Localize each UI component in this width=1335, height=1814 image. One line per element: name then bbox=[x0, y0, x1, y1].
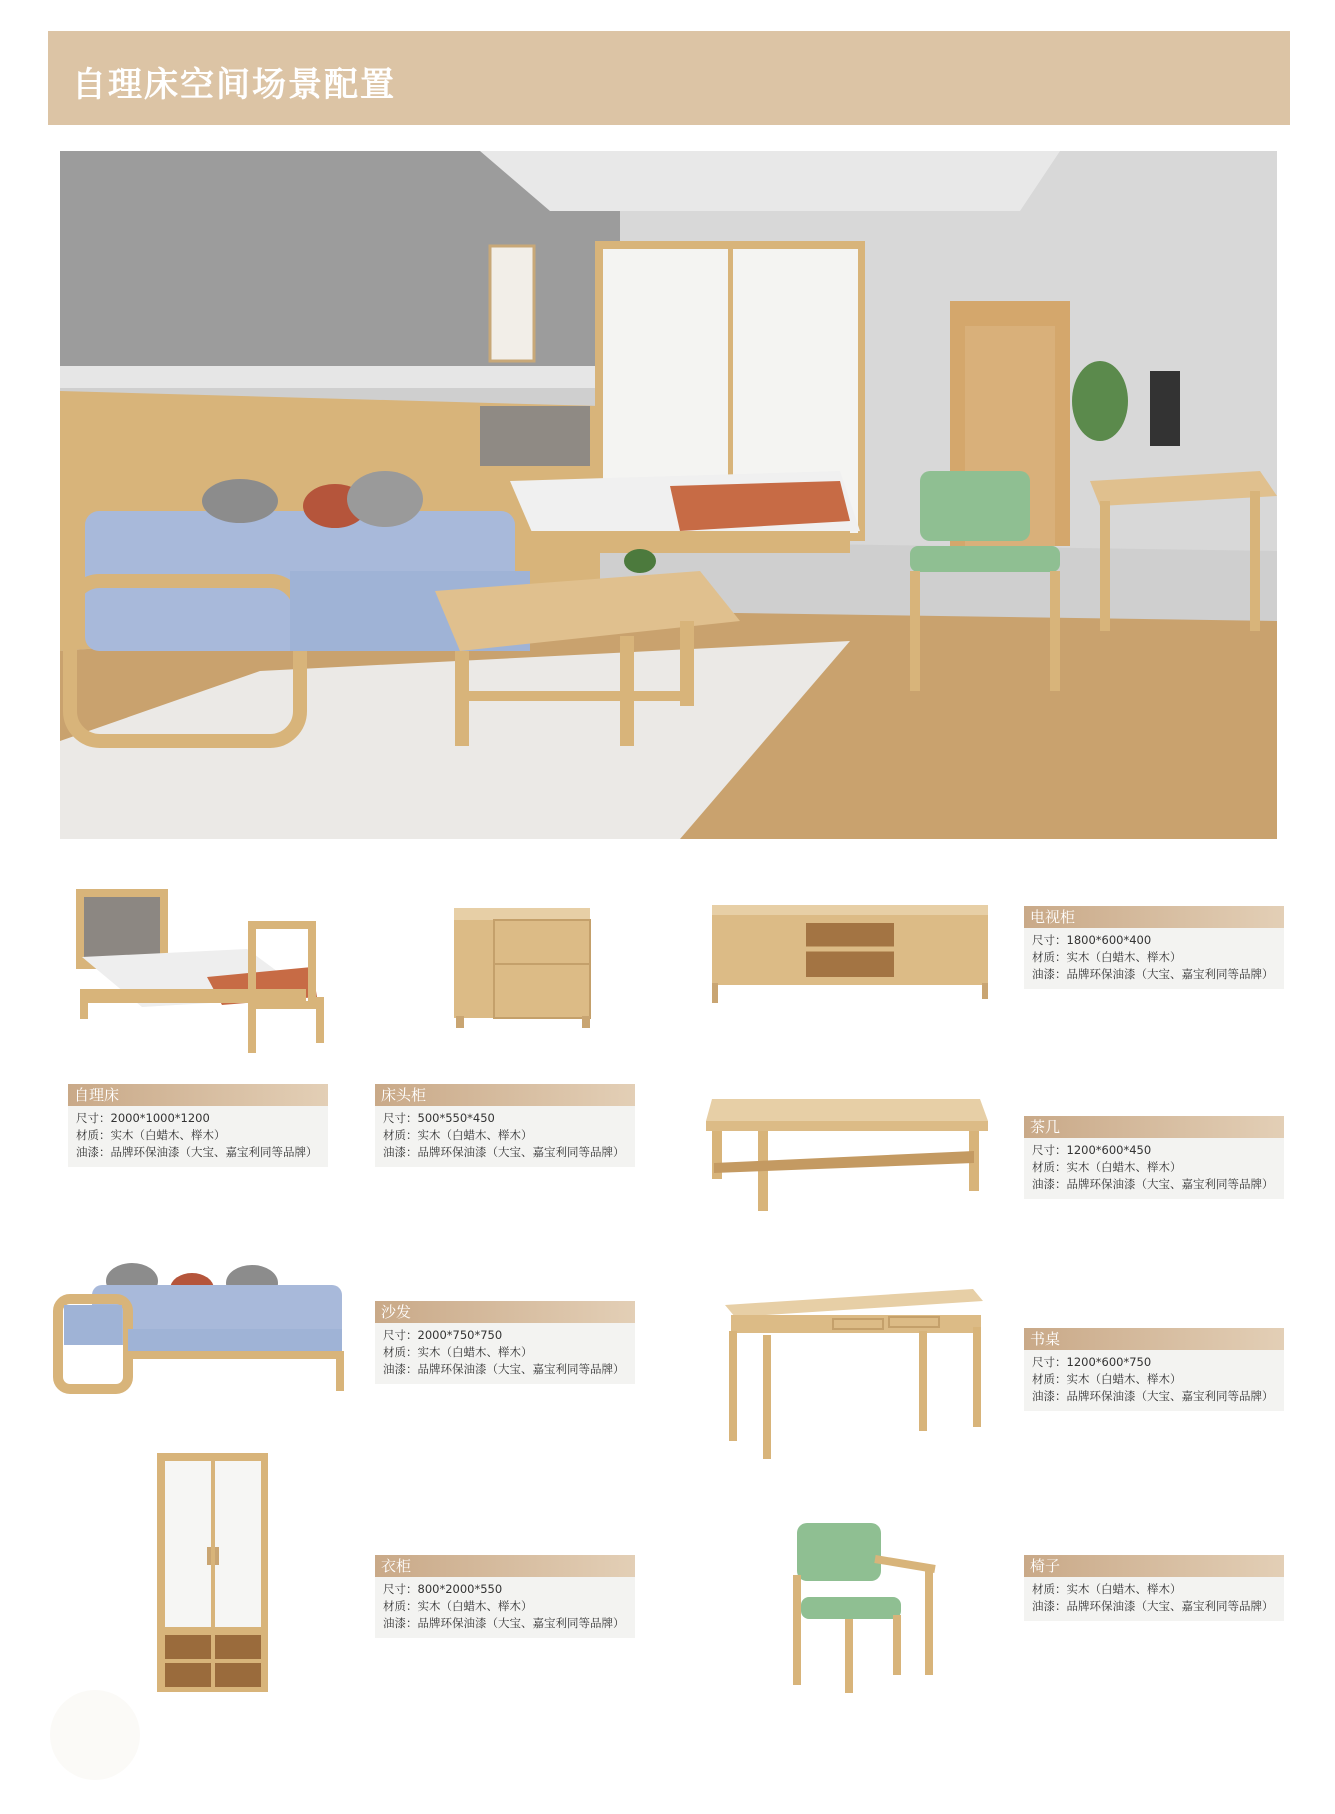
product-paint: 油漆：品牌环保油漆（大宝、嘉宝利同等品牌） bbox=[383, 1616, 625, 1630]
desk-product-image bbox=[723, 1287, 985, 1462]
room-scene-image bbox=[60, 151, 1277, 839]
product-paint: 油漆：品牌环保油漆（大宝、嘉宝利同等品牌） bbox=[1032, 967, 1274, 981]
product-paint: 油漆：品牌环保油漆（大宝、嘉宝利同等品牌） bbox=[1032, 1599, 1274, 1613]
product-size: 尺寸：500*550*450 bbox=[383, 1111, 495, 1125]
product-material: 材质：实木（白蜡木、榉木） bbox=[383, 1599, 533, 1613]
info-coffee-table bbox=[1024, 1116, 1284, 1199]
product-size: 尺寸：1800*600*400 bbox=[1032, 933, 1152, 947]
product-size: 尺寸：2000*1000*1200 bbox=[76, 1111, 210, 1125]
product-name: 沙发 bbox=[375, 1301, 635, 1323]
product-material: 材质：实木（白蜡木、榉木） bbox=[383, 1128, 533, 1142]
info-desk bbox=[1024, 1328, 1284, 1411]
nightstand-product-image bbox=[450, 904, 600, 1029]
info-sofa bbox=[375, 1301, 635, 1384]
chair-product-image bbox=[785, 1519, 945, 1695]
watermark-mark bbox=[50, 1690, 140, 1780]
info-nightstand bbox=[375, 1084, 635, 1167]
product-paint: 油漆：品牌环保油漆（大宝、嘉宝利同等品牌） bbox=[1032, 1177, 1274, 1191]
product-name: 自理床 bbox=[68, 1084, 328, 1106]
product-size: 尺寸：1200*600*450 bbox=[1032, 1143, 1152, 1157]
product-paint: 油漆：品牌环保油漆（大宝、嘉宝利同等品牌） bbox=[76, 1145, 318, 1159]
product-material: 材质：实木（白蜡木、榉木） bbox=[1032, 950, 1182, 964]
coffee-table-product-image bbox=[704, 1091, 989, 1211]
info-bed bbox=[68, 1084, 328, 1167]
product-material: 材质：实木（白蜡木、榉木） bbox=[1032, 1582, 1182, 1596]
product-name: 茶几 bbox=[1024, 1116, 1284, 1138]
product-paint: 油漆：品牌环保油漆（大宝、嘉宝利同等品牌） bbox=[383, 1362, 625, 1376]
product-name: 椅子 bbox=[1024, 1555, 1284, 1577]
product-size: 尺寸：1200*600*750 bbox=[1032, 1355, 1152, 1369]
page-title: 自理床空间场景配置 bbox=[72, 65, 396, 105]
tv-cabinet-product-image bbox=[710, 901, 990, 1006]
product-paint: 油漆：品牌环保油漆（大宝、嘉宝利同等品牌） bbox=[1032, 1389, 1274, 1403]
product-material: 材质：实木（白蜡木、榉木） bbox=[383, 1345, 533, 1359]
info-wardrobe bbox=[375, 1555, 635, 1638]
product-size: 尺寸：800*2000*550 bbox=[383, 1582, 503, 1596]
product-name: 书桌 bbox=[1024, 1328, 1284, 1350]
product-material: 材质：实木（白蜡木、榉木） bbox=[1032, 1160, 1182, 1174]
product-material: 材质：实木（白蜡木、榉木） bbox=[76, 1128, 226, 1142]
product-paint: 油漆：品牌环保油漆（大宝、嘉宝利同等品牌） bbox=[383, 1145, 625, 1159]
product-size: 尺寸：2000*750*750 bbox=[383, 1328, 503, 1342]
sofa-product-image bbox=[52, 1259, 352, 1399]
bed-product-image bbox=[72, 887, 337, 1057]
product-name: 衣柜 bbox=[375, 1555, 635, 1577]
product-name: 电视柜 bbox=[1024, 906, 1284, 928]
page-header bbox=[48, 31, 1290, 125]
info-chair bbox=[1024, 1555, 1284, 1621]
product-material: 材质：实木（白蜡木、榉木） bbox=[1032, 1372, 1182, 1386]
info-tv-cabinet bbox=[1024, 906, 1284, 989]
wardrobe-product-image bbox=[155, 1451, 270, 1694]
product-name: 床头柜 bbox=[375, 1084, 635, 1106]
